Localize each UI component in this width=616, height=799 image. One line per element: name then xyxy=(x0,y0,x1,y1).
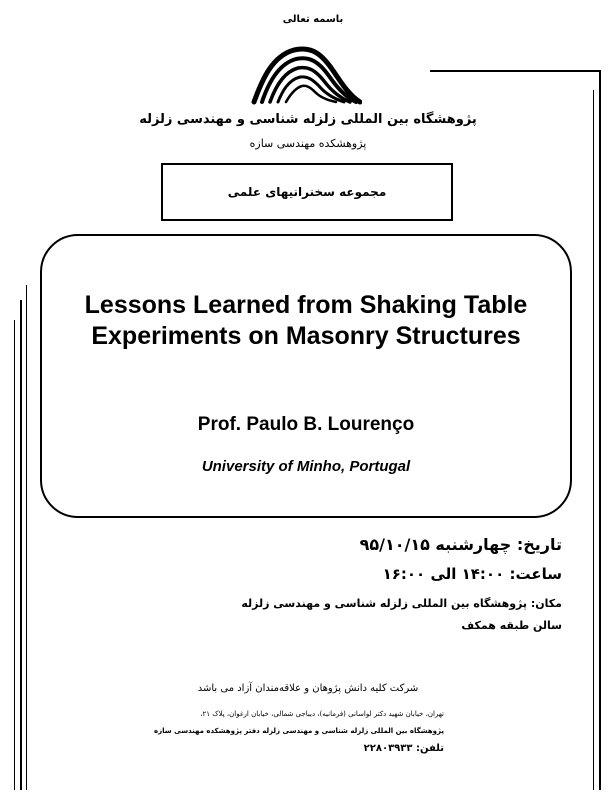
date-line xyxy=(360,535,562,554)
phone-number: تلفن: ۲۲۸۰۳۹۳۳ xyxy=(363,743,444,754)
hall-line: سالن طبقه همکف xyxy=(461,619,562,632)
frame-line-left-b xyxy=(26,285,27,790)
address-line-2: پژوهشگاه بین المللی زلزله شناسی و مهندسی زلزله دفتر پژوهشکده مهندسی سازه xyxy=(154,727,444,735)
talk-title-line1: Lessons Learned from Shaking Table xyxy=(84,291,528,319)
invitation-note: شرکت کلیه دانش پژوهان و علاقه‌مندان آزاد می باشد xyxy=(197,683,419,694)
time-line xyxy=(383,565,562,583)
time-value: ۱۴:۰۰ الی ۱۶:۰۰ xyxy=(382,565,505,583)
series-title: مجموعه سخنرانیهای علمی xyxy=(227,185,387,199)
address-line-1: تهران، خیابان شهید دکتر لواسانی (فرمانیه)، دیباجی شمالی، خیابان ارغوان، پلاک ۲۱، xyxy=(200,710,444,718)
place-value: پژوهشگاه بین المللی زلزله شناسی و مهندسی زلزله xyxy=(241,597,528,610)
institute-logo-icon xyxy=(250,42,362,106)
time-label: ساعت: xyxy=(509,565,562,583)
frame-line-right-outer xyxy=(599,70,601,790)
talk-info-box xyxy=(40,234,572,518)
frame-line-top xyxy=(430,70,600,72)
frame-line-left-a xyxy=(20,300,22,790)
talk-title xyxy=(40,290,572,352)
institute-subdivision: پژوهشکده مهندسی سازه xyxy=(249,137,367,150)
speaker-name: Prof. Paulo B. Lourenço xyxy=(197,414,415,435)
frame-line-left-c xyxy=(14,320,15,790)
date-label: تاریخ: xyxy=(516,535,562,554)
talk-title-line2: Experiments on Masonry Structures xyxy=(91,322,521,350)
series-title-box xyxy=(161,163,453,221)
institute-name: پژوهشگاه بین المللی زلزله شناسی و مهندسی زلزله xyxy=(139,112,477,127)
date-value: چهارشنبه ۹۵/۱۰/۱۵ xyxy=(359,535,512,554)
bismillah: باسمه تعالی xyxy=(282,14,344,25)
speaker-affiliation: University of Minho, Portugal xyxy=(201,458,411,475)
place-line xyxy=(241,597,562,610)
place-label: مکان: xyxy=(530,597,562,610)
